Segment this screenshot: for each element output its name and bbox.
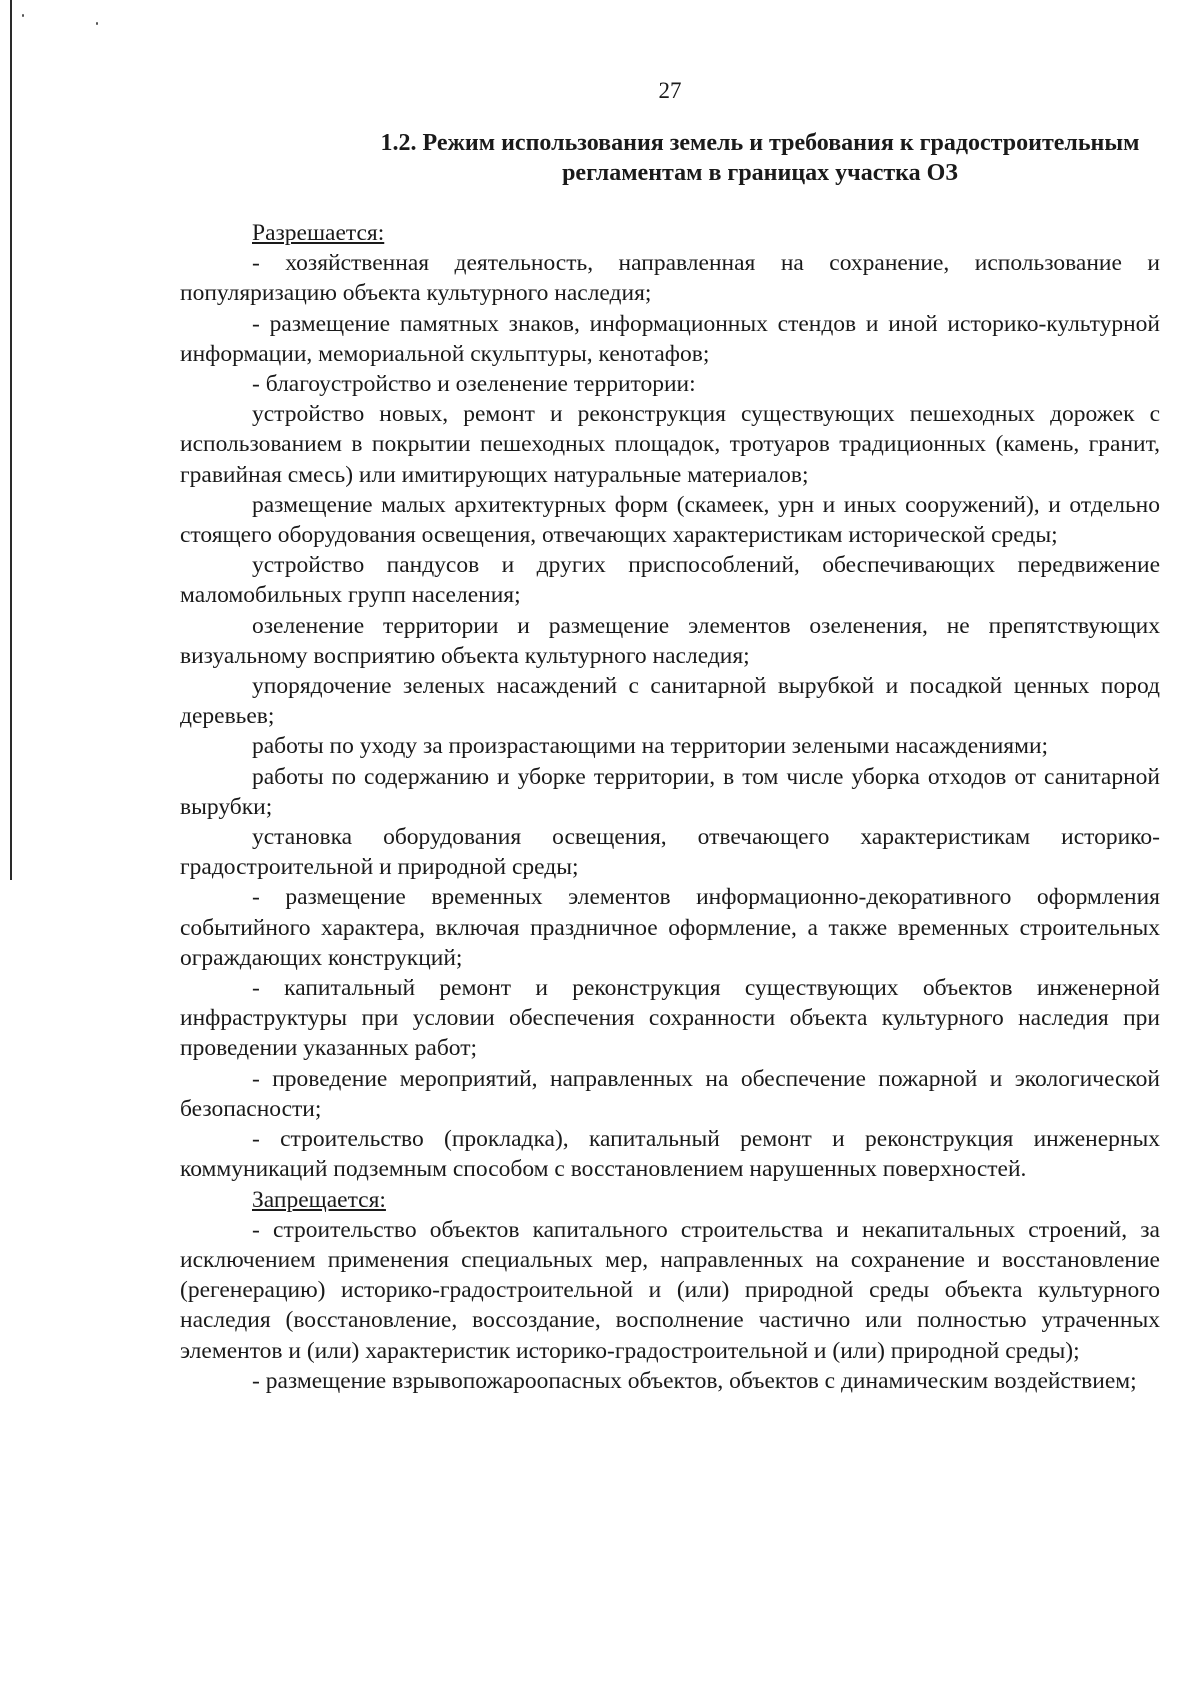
document-body bbox=[180, 218, 1160, 1396]
allowed-item: - благоустройство и озеленение территории: bbox=[252, 371, 696, 398]
prohibited-label: Запрещается: bbox=[252, 1186, 386, 1213]
allowed-subitem: работы по уходу за произрастающими на территории зелеными насаждениями; bbox=[252, 733, 1049, 760]
scan-speck bbox=[96, 22, 98, 25]
scan-edge-shadow bbox=[10, 0, 12, 880]
allowed-subitem: озеленение территории и размещение элементов озеленения, не препятствующих визуальному восприятию объекта культурного наследия; bbox=[180, 612, 1160, 669]
allowed-subitem: упорядочение зеленых насаждений с санитарной вырубкой и посадкой ценных пород деревьев; bbox=[180, 673, 1160, 730]
allowed-subitem: устройство пандусов и других приспособлений, обеспечивающих передвижение маломобильных групп населения; bbox=[180, 552, 1160, 609]
scan-speck bbox=[22, 14, 24, 17]
allowed-subitem: работы по содержанию и уборке территории, в том числе уборка отходов от санитарной вырубки; bbox=[180, 763, 1160, 820]
prohibited-item: - строительство объектов капитального строительства и некапитальных строений, за исключением применения специальных мер, направленных на сохранение и восстановление (регенерацию) историко-градостроительной и (или) природной среды объекта культурного наследия (восстановление, воссоздание, восполнение частично или полностью утраченных элементов и (или) характеристик историко-градостроительной и (или) природной среды); bbox=[180, 1216, 1160, 1364]
allowed-subitem: установка оборудования освещения, отвечающего характеристикам историко-градостроительной и природной среды; bbox=[180, 824, 1160, 881]
allowed-item: - строительство (прокладка), капитальный ремонт и реконструкция инженерных коммуникаций подземным способом с восстановлением нарушенных поверхностей. bbox=[180, 1126, 1160, 1183]
section-heading-line-1: 1.2. Режим использования земель и требования к градостроительным bbox=[380, 130, 1140, 156]
allowed-item: - размещение временных элементов информационно-декоративного оформления событийного характера, включая праздничное оформление, а также временных строительных ограждающих конструкций; bbox=[180, 884, 1160, 971]
prohibited-item: - размещение взрывопожароопасных объектов, объектов с динамическим воздействием; bbox=[252, 1367, 1137, 1394]
allowed-item: - размещение памятных знаков, информационных стендов и иной историко-культурной информации, мемориальной скульптуры, кенотафов; bbox=[180, 310, 1160, 367]
allowed-label: Разрешается: bbox=[252, 220, 385, 246]
section-heading bbox=[180, 128, 1200, 188]
allowed-subitem: размещение малых архитектурных форм (скамеек, урн и иных сооружений), и отдельно стоящего оборудования освещения, отвечающих характеристикам исторической среды; bbox=[180, 491, 1160, 549]
page-number: 27 bbox=[658, 78, 682, 103]
allowed-subitem: устройство новых, ремонт и реконструкция существующих пешеходных дорожек с использованием в покрытии пешеходных площадок, тротуаров традиционных (камень, гранит, гравийная смесь) или имитирующих натуральные материалов; bbox=[180, 401, 1160, 488]
allowed-item: - капитальный ремонт и реконструкция существующих объектов инженерной инфраструктуры при условии обеспечения сохранности объекта культурного наследия при проведении указанных работ; bbox=[180, 975, 1160, 1062]
section-heading-line-2: регламентам в границах участка ОЗ bbox=[562, 160, 958, 186]
allowed-item: - хозяйственная деятельность, направленная на сохранение, использование и популяризацию объекта культурного наследия; bbox=[180, 250, 1160, 307]
allowed-item: - проведение мероприятий, направленных на обеспечение пожарной и экологической безопасности; bbox=[180, 1065, 1160, 1122]
